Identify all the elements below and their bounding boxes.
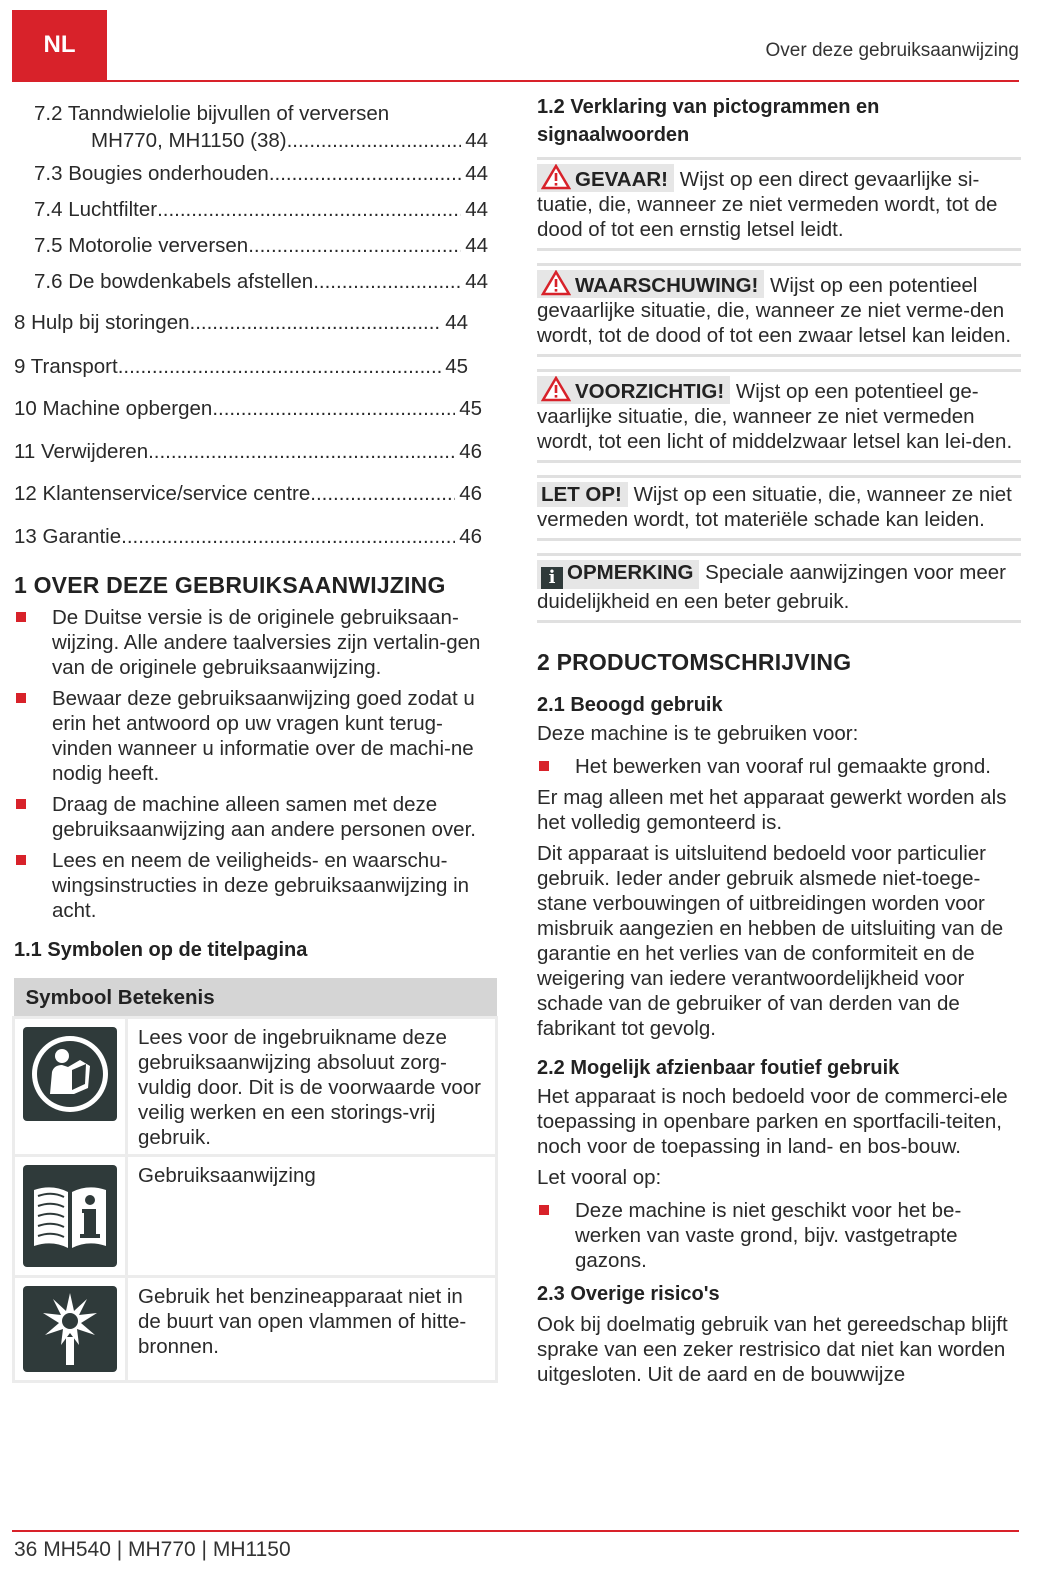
symbol-meaning: Gebruik het benzineapparaat niet in de buurt van open vlammen of hitte-bronnen. [127,1277,497,1382]
toc-entry-title: 7.2 Tanndwielolie bijvullen of verversen [34,102,390,125]
paragraph: Deze machine is te gebruiken voor: [537,722,859,745]
toc-entry[interactable] [14,100,498,154]
bullet-list [537,1198,1021,1273]
warning-triangle-icon [541,270,571,296]
table-row [14,1156,497,1277]
section-2-heading: 2 PRODUCTOMSCHRIJVING [537,649,852,675]
section-2-1-heading: 2.1 Beoogd gebruik [537,694,723,716]
table-of-contents [14,100,498,550]
info-icon: i [541,567,563,589]
bullet-list [537,754,1021,779]
paragraph: Dit apparaat is uitsluitend bedoeld voor particulier gebruik. Ieder ander gebruik alsmede niet-toege-stane verbouwingen of uitbreidingen worden voor misbruik aangezien en hebben de uitsluiting van de garantie en het verlies van de conformiteit en de weigering van iedere verantwoordelijkheid voor schade van de gebruiker of van derden van de fabrikant tot gevolg. [537,842,1004,1040]
table-header: Symbool Betekenis [14,978,497,1018]
toc-entry[interactable]: 12 Klantenservice/service centre ..... 46 [14,480,498,507]
signal-description: Wijst op een situatie, die, wanneer ze niet vermeden wordt, tot materiële schade kan leiden. [537,483,1012,531]
section-1-1-heading: 1.1 Symbolen op de titelpagina [14,939,308,961]
toc-entry[interactable]: 9 Transport ..... 45 [14,353,498,380]
paragraph: Het apparaat is noch bedoeld voor de commerci-ele toepassing in openbare parken en sportfacili-teiten, noch voor de toepassing in land- en bos-bouw. [537,1085,1008,1158]
toc-entry[interactable]: 11 Verwijderen ..... 46 [14,438,498,465]
signal-description: Wijst op een direct gevaarlijke si-tuatie, die, wanneer ze niet vermeden wordt, tot de dood of tot een ernstig letsel leidt. [537,168,998,241]
manual-book-icon [23,1165,117,1267]
toc-entry-title-cont: MH770, MH1150 (38) [91,129,287,152]
paragraph: Let vooral op: [537,1166,662,1189]
symbols-table [12,978,498,1383]
caution-notice [537,369,1021,463]
list-item: Het bewerken van vooraf rul gemaakte grond. [537,754,1021,779]
signal-word: WAARSCHUWING! [575,274,759,297]
table-row [14,1018,497,1156]
toc-entry[interactable]: 7.3 Bougies onderhouden ..... 44 [14,160,498,187]
toc-entry[interactable]: 10 Machine opbergen ..... 45 [14,395,498,422]
language-tab: NL [12,10,107,80]
toc-entry[interactable]: 7.5 Motorolie verversen ..... 44 [14,232,498,259]
signal-description: Wijst op een potentieel gevaarlijke situatie, die, wanneer ze niet verme-den wordt, tot de dood of tot een zwaar letsel kan leiden. [537,274,1012,347]
page-footer: 36 MH540 | MH770 | MH1150 [14,1538,291,1561]
note-notice [537,553,1021,623]
section-2-2-heading: 2.2 Mogelijk afzienbaar foutief gebruik [537,1057,900,1079]
table-row [14,1277,497,1382]
list-item: Draag de machine alleen samen met deze gebruiksaanwijzing aan andere personen over. [14,792,498,842]
toc-entry[interactable]: 8 Hulp bij storingen ..... 44 [14,309,498,336]
signal-word: GEVAAR! [575,168,669,191]
section-2-3-heading: 2.3 Overige risico's [537,1283,720,1305]
list-item: Lees en neem de veiligheids- en waarschu-wingsinstructies in deze gebruiksaanwijzing in acht. [14,848,498,923]
danger-notice [537,157,1021,251]
signal-description: Speciale aanwijzingen voor meer duidelijkheid en een beter gebruik. [537,561,1006,613]
signal-word: OPMERKING [567,561,694,584]
no-flame-icon [23,1286,117,1372]
signal-word: VOORZICHTIG! [575,380,725,403]
read-manual-icon [23,1027,117,1121]
toc-entry[interactable]: 7.6 De bowdenkabels afstellen ..... 44 [14,268,498,295]
list-item: Deze machine is niet geschikt voor het be-werken van vaste grond, bijv. vastgetrapte gazons. [537,1198,1021,1273]
list-item: De Duitse versie is de originele gebruiksaan-wijzing. Alle andere taalversies zijn vertalin-gen van de originele gebruiksaanwijzing. [14,605,498,680]
toc-entry[interactable]: 7.4 Luchtfilter ..... 44 [14,196,498,223]
footer-divider [12,1530,1019,1532]
warning-triangle-icon [541,376,571,402]
paragraph: Er mag alleen met het apparaat gewerkt worden als het volledig gemonteerd is. [537,786,1007,834]
section-1-heading: 1 OVER DEZE GEBRUIKSAANWIJZING [14,572,446,598]
symbol-meaning: Lees voor de ingebruikname deze gebruiksaanwijzing absoluut zorg-vuldig door. Dit is de voorwaarde voor veilig werken en een storings-vrij gebruik. [127,1018,497,1156]
section-1-bullets [14,605,498,923]
left-column [14,100,498,1383]
toc-entry[interactable]: 13 Garantie ..... 46 [14,523,498,550]
toc-entry-page: 44 [465,129,488,152]
header-divider [12,80,1019,82]
warning-triangle-icon [541,164,571,190]
symbol-meaning: Gebruiksaanwijzing [127,1156,497,1277]
list-item: Bewaar deze gebruiksaanwijzing goed zodat u erin het antwoord op uw vragen kunt terug-vinden wanneer u informatie over de machi-ne nodig heeft. [14,686,498,786]
warning-notice [537,263,1021,357]
page-header-title: Over deze gebruiksaanwijzing [765,40,1019,61]
signal-description: Wijst op een potentieel ge-vaarlijke situatie, die, wanneer ze niet vermeden wordt, tot een licht of middelzwaar letsel kan lei-den. [537,380,1013,453]
right-column [537,93,1021,1387]
paragraph: Ook bij doelmatig gebruik van het gereedschap blijft sprake van een zeker restrisico dat niet kan worden uitgesloten. Uit de aard en de bouwwijze [537,1313,1008,1386]
signal-word: LET OP! [537,482,628,507]
section-1-2-heading: 1.2 Verklaring van pictogrammen en signaalwoorden [537,96,880,146]
attention-notice [537,475,1021,541]
